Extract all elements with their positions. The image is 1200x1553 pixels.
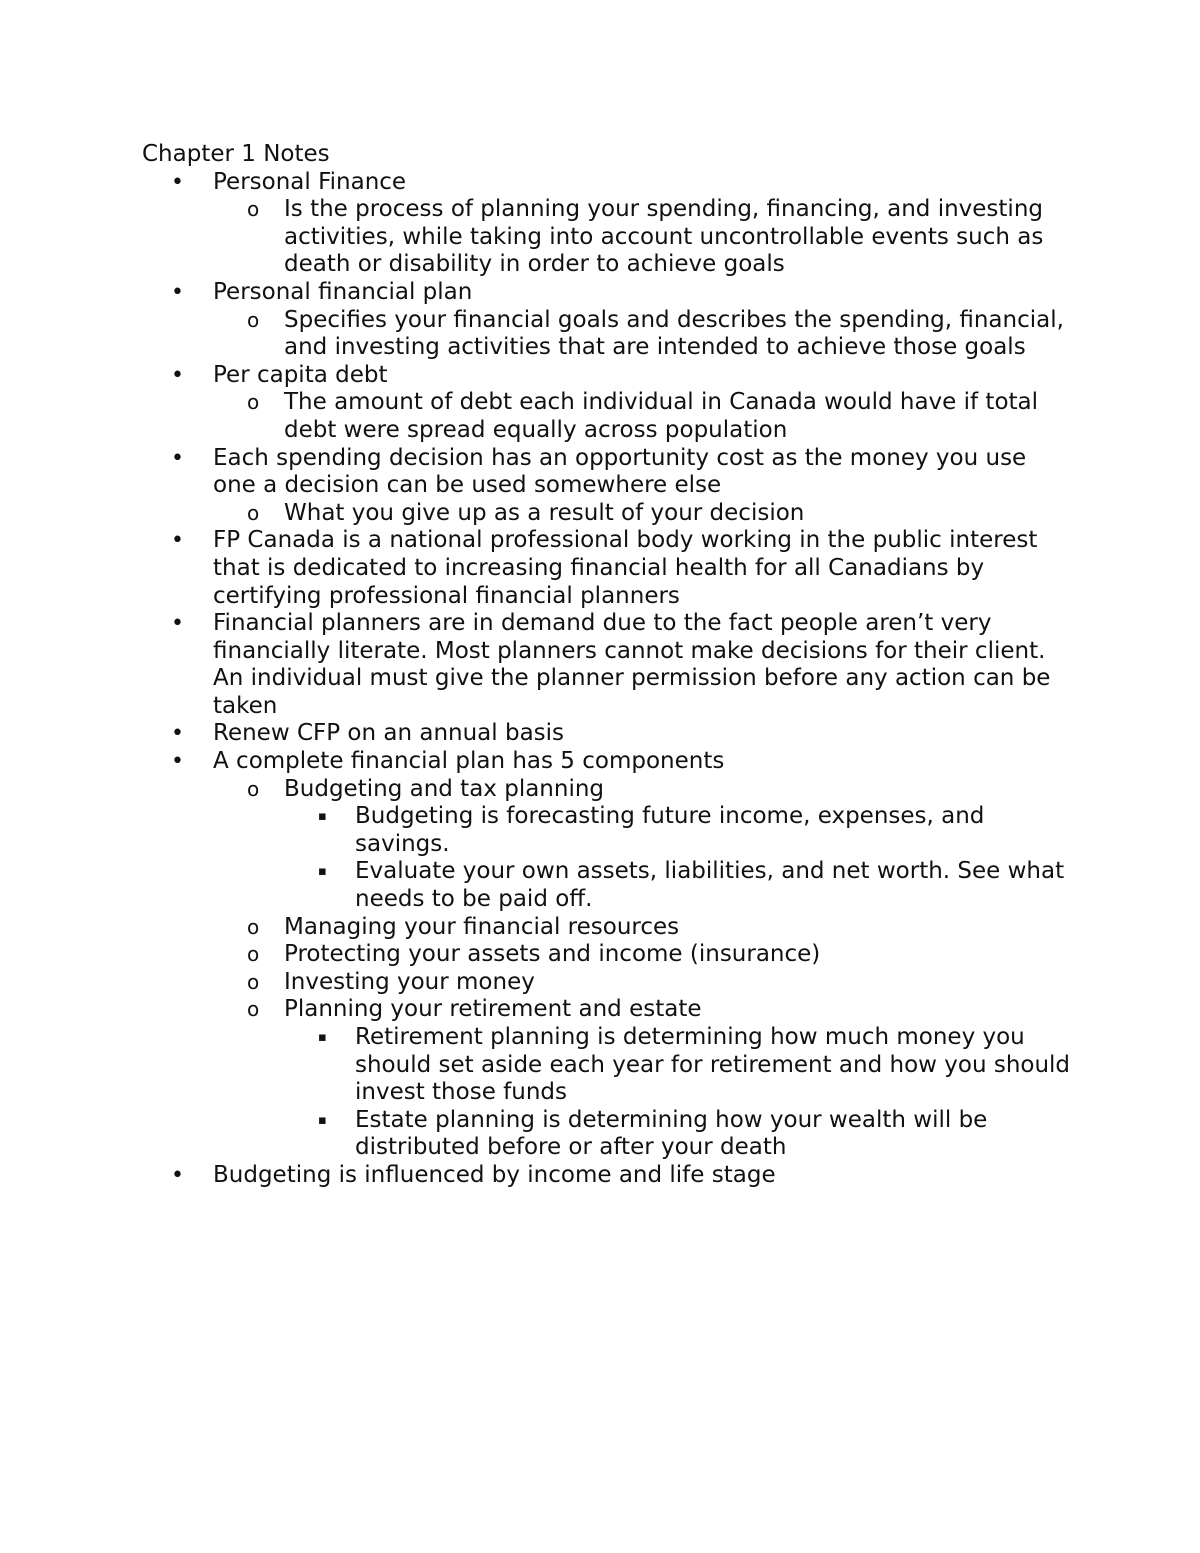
sub-sub-list-item [284,1024,1072,1107]
sub-sub-list-item-text: Estate planning is determining how your wealth will be distributed before or after your death [355,1106,988,1161]
sub-bullet-marker: o [247,942,260,967]
sub-list [213,500,1072,528]
document-body [142,141,1072,1190]
bullet-marker: • [171,445,184,471]
list-item-text: Renew CFP on an annual basis [213,720,565,747]
sub-list-item-text: What you give up as a result of your decision [284,499,805,526]
list-item [142,748,1072,1162]
sub-list-item [213,969,1072,997]
bullet-marker: • [171,611,184,637]
list-item-text: Personal Finance [213,168,407,195]
sub-list-item [213,500,1072,528]
sub-sub-list [284,1024,1072,1162]
sub-sub-list-item-text: Budgeting is forecasting future income, expenses, and savings. [355,803,985,857]
sub-list-item [213,941,1072,969]
list-item [142,720,1072,748]
sub-list [213,196,1072,279]
list-item-text: Budgeting is influenced by income and life stage [213,1161,776,1188]
sub-list-item-text: Protecting your assets and income (insurance) [284,941,821,968]
list-item [142,445,1072,528]
sub-sub-list-item-text: Retirement planning is determining how much money you should set aside each year for retirement and how you should invest those funds [355,1024,1071,1106]
sub-list-item-text: Is the process of planning your spending, financing, and investing activities, while taking into account uncontrollable events such as death or disability in order to achieve goals [284,196,1044,278]
sub-list-item [213,389,1072,444]
square-bullet-marker: ▪ [318,1112,327,1128]
sub-bullet-marker: o [247,997,260,1022]
bullet-marker: • [171,721,184,747]
list-item-text: Per capita debt [213,361,388,388]
sub-bullet-marker: o [247,776,260,801]
sub-list-item-text: Investing your money [284,968,535,995]
sub-bullet-marker: o [247,969,260,994]
sub-list [213,389,1072,444]
square-bullet-marker: ▪ [318,809,327,825]
sub-list-item [213,776,1072,914]
sub-list-item-text: Managing your financial resources [284,913,680,940]
sub-list-item [213,307,1072,362]
sub-bullet-marker: o [247,500,260,525]
list-item [142,169,1072,279]
sub-list-item-text: Budgeting and tax planning [284,775,605,802]
bullet-marker: • [171,169,184,195]
list-item [142,362,1072,445]
list-item [142,610,1072,720]
list-item-text: Financial planners are in demand due to the fact people aren’t very financially literate. Most planners cannot make decisions for their client. An individual must give the planner permission before any action can be taken [213,610,1051,719]
sub-list-item [213,196,1072,279]
bullet-marker: • [171,749,184,775]
bullet-marker: • [171,528,184,554]
sub-list-item-text: Specifies your financial goals and describes the spending, financial, and investing activities that are intended to achieve those goals [284,306,1064,361]
list-item-text: A complete financial plan has 5 components [213,748,725,775]
sub-list-item-text: The amount of debt each individual in Canada would have if total debt were spread equally across population [284,389,1039,443]
sub-list [213,307,1072,362]
bullet-marker: • [171,1162,184,1188]
bullet-list [142,169,1072,1190]
list-item-text: Each spending decision has an opportunity cost as the money you use one a decision can be used somewhere else [213,444,1027,499]
square-bullet-marker: ▪ [318,864,327,880]
sub-sub-list-item-text: Evaluate your own assets, liabilities, and net worth. See what needs to be paid off. [355,858,1065,913]
list-item [142,279,1072,362]
sub-sub-list-item [284,1107,1072,1162]
bullet-marker: • [171,279,184,305]
sub-list-item [213,914,1072,942]
sub-sub-list-item [284,858,1072,913]
sub-sub-list-item [284,803,1072,858]
page-title: Chapter 1 Notes [142,141,330,167]
bullet-marker: • [171,362,184,388]
list-item [142,1162,1072,1190]
square-bullet-marker: ▪ [318,1030,327,1045]
sub-bullet-marker: o [247,307,260,332]
list-item-text: Personal financial plan [213,278,473,305]
sub-list-item [213,996,1072,1162]
sub-bullet-marker: o [247,197,260,222]
sub-bullet-marker: o [247,914,260,939]
sub-sub-list [284,803,1072,913]
sub-list-item-text: Planning your retirement and estate [284,996,702,1023]
sub-list [213,776,1072,1162]
sub-bullet-marker: o [247,390,260,415]
list-item-text: FP Canada is a national professional body working in the public interest that is dedicated to increasing financial health for all Canadians by certifying professional financial planners [213,527,1038,609]
list-item [142,527,1072,610]
